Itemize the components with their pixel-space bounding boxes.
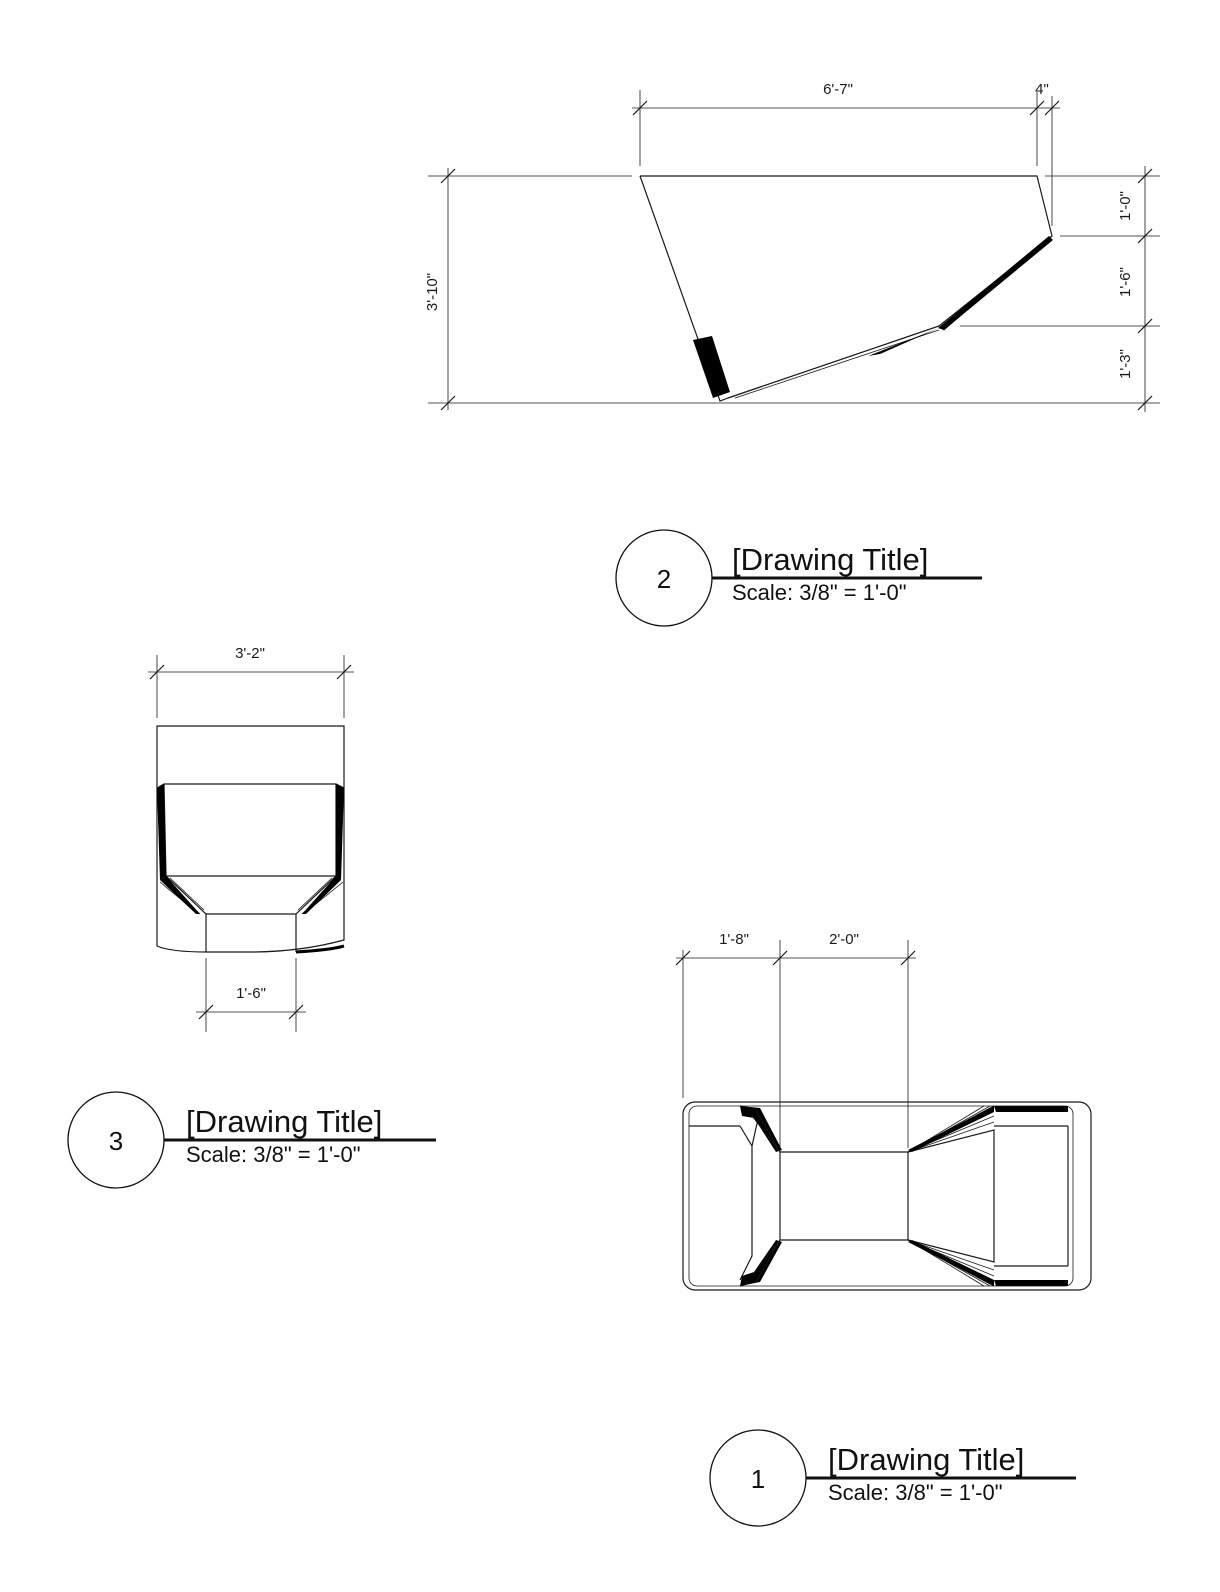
view-2-number: 2	[656, 564, 672, 594]
section-wall-block	[693, 336, 730, 398]
plan-band-top-right	[994, 1106, 1068, 1112]
dim-1-6: 1'-6"	[1117, 267, 1134, 297]
dim-1-3: 1'-3"	[1117, 349, 1134, 379]
dim-1-6-bottom: 1'-6"	[236, 985, 266, 1002]
view-2-scale: Scale: 3/8" = 1'-0"	[732, 580, 907, 605]
view-3-elevation	[148, 645, 354, 1032]
dim-3-2: 3'-2"	[235, 645, 265, 662]
view-1-plan	[676, 931, 1091, 1290]
dim-3-10: 3'-10"	[424, 272, 441, 312]
view-1-title-block	[710, 1430, 1076, 1526]
view-3-scale: Scale: 3/8" = 1'-0"	[186, 1142, 361, 1167]
view-2-title: [Drawing Title]	[732, 542, 929, 577]
dim-2-0: 2'-0"	[829, 931, 859, 948]
view-3-number: 3	[108, 1126, 124, 1156]
view-3-title: [Drawing Title]	[186, 1104, 383, 1139]
view-1-scale: Scale: 3/8" = 1'-0"	[828, 1480, 1003, 1505]
dim-1-0: 1'-0"	[1117, 191, 1134, 221]
view-3-title-block	[68, 1092, 436, 1188]
dim-6-7: 6'-7"	[823, 81, 853, 98]
dim-4in: 4"	[1035, 81, 1049, 98]
view-1-title: [Drawing Title]	[828, 1442, 1025, 1477]
view-2-section	[424, 81, 1160, 412]
section-fillet-upper	[938, 236, 1053, 330]
view-1-number: 1	[750, 1464, 766, 1494]
view-2-title-block	[616, 530, 982, 626]
elevation-outline	[157, 726, 344, 952]
plan-outer-rim	[683, 1102, 1091, 1290]
elevation-right-band	[336, 784, 344, 880]
dim-1-8: 1'-8"	[719, 931, 749, 948]
plan-band-bottom-right	[994, 1280, 1068, 1286]
